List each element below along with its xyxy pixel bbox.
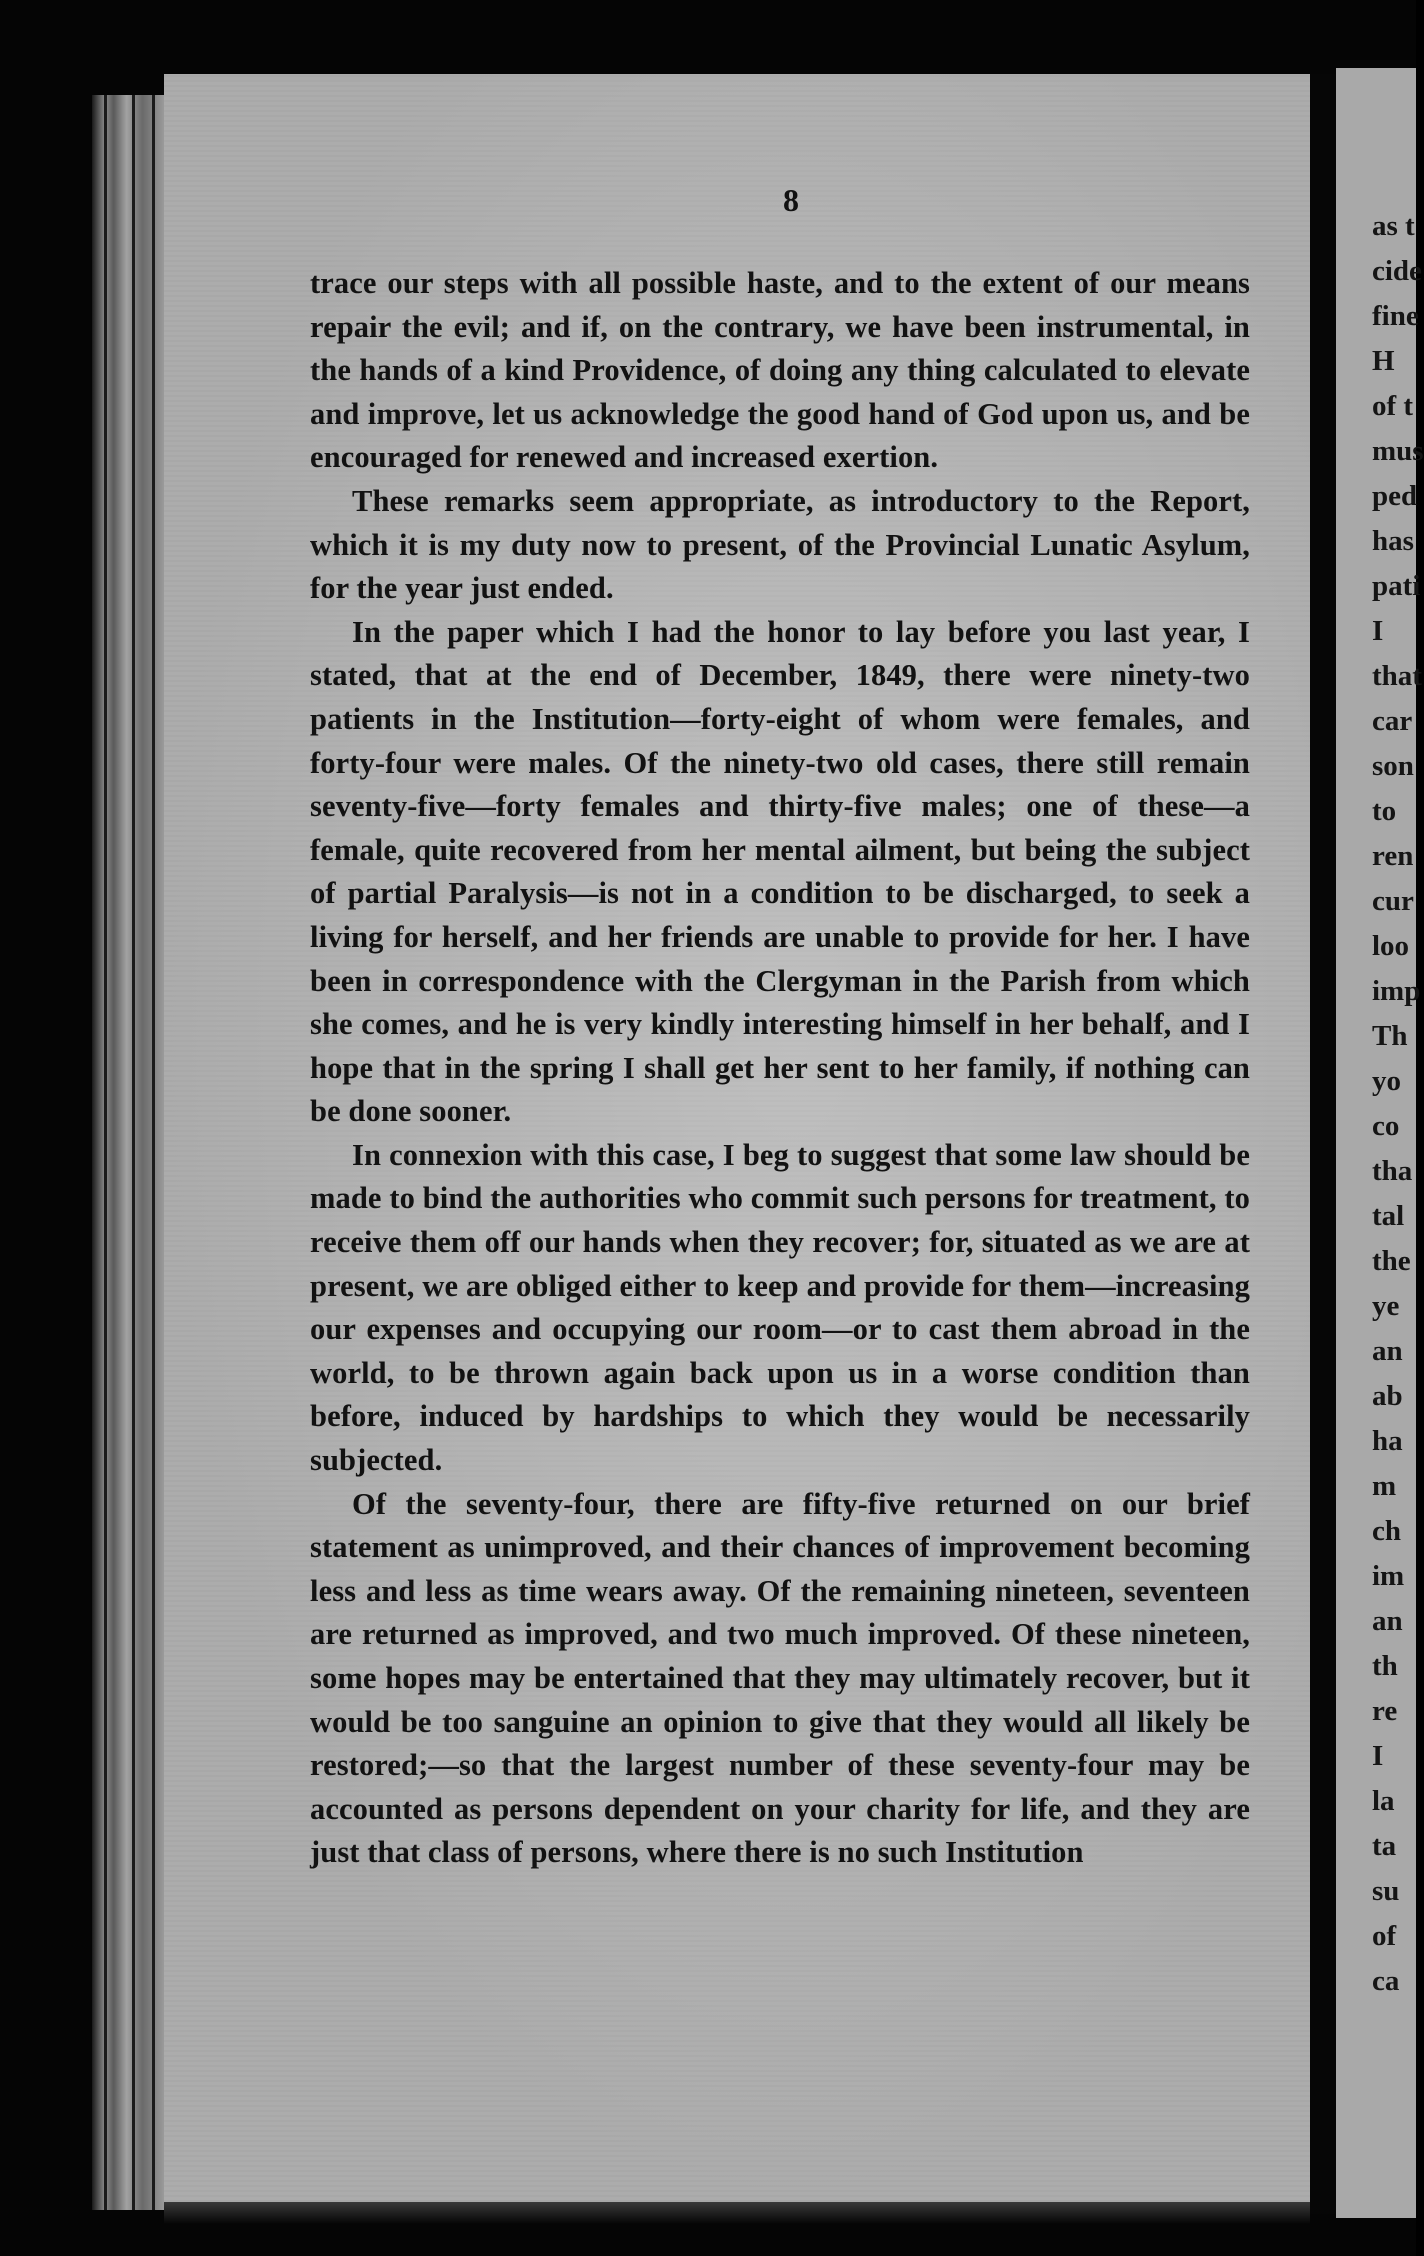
adjacent-page-fragment: fine [1372, 300, 1419, 332]
adjacent-page-fragment: loo [1372, 930, 1410, 962]
page-bottom-shadow [164, 2202, 1310, 2224]
adjacent-page-fragment: su [1372, 1875, 1400, 1907]
adjacent-page-fragment: cur [1372, 885, 1414, 917]
adjacent-page-fragment: has [1372, 525, 1414, 557]
adjacent-page-fragment: th [1372, 1650, 1398, 1682]
adjacent-page [1336, 68, 1424, 2218]
adjacent-page-fragment: im [1372, 1560, 1405, 1592]
paragraph: These remarks seem appropriate, as introductory to the Report, which it is my duty now to present, of the Provincial Lunatic Asylum, for the year just ended. [310, 483, 1250, 606]
adjacent-page-fragment: re [1372, 1695, 1398, 1727]
adjacent-page-fragment: ch [1372, 1515, 1401, 1547]
page-edge-line [132, 95, 135, 2210]
adjacent-page-fragment: that [1372, 660, 1422, 692]
page-number: 8 [783, 182, 799, 218]
adjacent-page-fragment: tal [1372, 1200, 1405, 1232]
adjacent-page-fragment: tha [1372, 1155, 1413, 1187]
adjacent-page-fragment: an [1372, 1605, 1403, 1637]
adjacent-page-fragment: I [1372, 615, 1384, 647]
adjacent-page-fragment: mus [1372, 435, 1424, 467]
adjacent-page-fragment: to [1372, 795, 1397, 827]
adjacent-page-fragment: m [1372, 1470, 1397, 1502]
adjacent-page-fragment: of t [1372, 390, 1414, 422]
paragraph: trace our steps with all possible haste, and to the extent of our means repair the evil; and if, on the contrary, we have been instrumental, in the hands of a kind Providence, of doing any thing calculated to elevate and improve, let us acknowledge the good hand of God upon us, and be encouraged for renewed and increased exertion. [310, 266, 1250, 475]
book-gutter [1310, 74, 1336, 2214]
adjacent-page-fragment: ca [1372, 1965, 1400, 1997]
adjacent-page-fragment: ye [1372, 1290, 1400, 1322]
adjacent-page-fragment: the [1372, 1245, 1411, 1277]
adjacent-page-fragment: car [1372, 705, 1413, 737]
adjacent-page-fragment: son [1372, 750, 1414, 782]
adjacent-page-fragment: yo [1372, 1065, 1401, 1097]
adjacent-page-fragment: ha [1372, 1425, 1403, 1457]
paragraph: In connexion with this case, I beg to suggest that some law should be made to bind the authorities who commit such persons for treatment, to receive them off our hands when they recover; for, situated as we are at present, we are obliged either to keep and provide for them—increasing our expenses and occupying our room—or to cast them abroad in the world, to be thrown again back upon us in a worse condition than before, induced by hardships to which they would be necessarily subjected. [310, 1137, 1250, 1478]
adjacent-page-fragment: H [1372, 345, 1395, 377]
adjacent-page-fragment: as t [1372, 210, 1415, 242]
page-body [310, 262, 1250, 1875]
adjacent-page-fragment: pati [1372, 570, 1421, 602]
adjacent-page-fragment: Th [1372, 1020, 1408, 1052]
adjacent-page-fragment: la [1372, 1785, 1395, 1817]
adjacent-page-fragment: co [1372, 1110, 1400, 1142]
adjacent-page-fragment: ren [1372, 840, 1414, 872]
page-edge-line [104, 95, 107, 2210]
page-edge-line [152, 95, 155, 2210]
adjacent-page-fragment: of [1372, 1920, 1397, 1952]
paragraph: In the paper which I had the honor to lay before you last year, I stated, that at the end of December, 1849, there were ninety-two patients in the Institution—forty-eight of whom were females, and forty-four were males. Of the ninety-two old cases, there still remain seventy-five—forty females and thirty-five males; one of these—a female, quite recovered from her mental ailment, but being the subject of partial Paralysis—is not in a condition to be discharged, to seek a living for herself, and her friends are unable to provide for her. I have been in correspondence with the Clergyman in the Parish from which she comes, and he is very kindly interesting himself in her behalf, and I hope that in the spring I shall get her sent to her family, if nothing can be done sooner. [310, 614, 1250, 1129]
paragraph: Of the seventy-four, there are fifty-five returned on our brief statement as unimproved, and their chances of improvement becoming less and less as time wears away. Of the remaining nineteen, seventeen are returned as improved, and two much improved. Of these nineteen, some hopes may be entertained that they may ultimately recover, but it would be too sanguine an opinion to give that they would all likely be restored;—so that the largest number of these seventy-four may be accounted as persons dependent on your charity for life, and they are just that class of persons, where there is no such Institution [310, 1486, 1250, 1870]
left-page-edge [92, 95, 164, 2210]
adjacent-page-fragment: ab [1372, 1380, 1403, 1412]
adjacent-page-fragment: ta [1372, 1830, 1397, 1862]
adjacent-page-fragment: an [1372, 1335, 1403, 1367]
adjacent-page-fragment: I [1372, 1740, 1384, 1772]
adjacent-page-fragment: cide [1372, 255, 1422, 287]
adjacent-page-fragment: ped [1372, 480, 1418, 512]
adjacent-page-fragment: imp [1372, 975, 1421, 1007]
